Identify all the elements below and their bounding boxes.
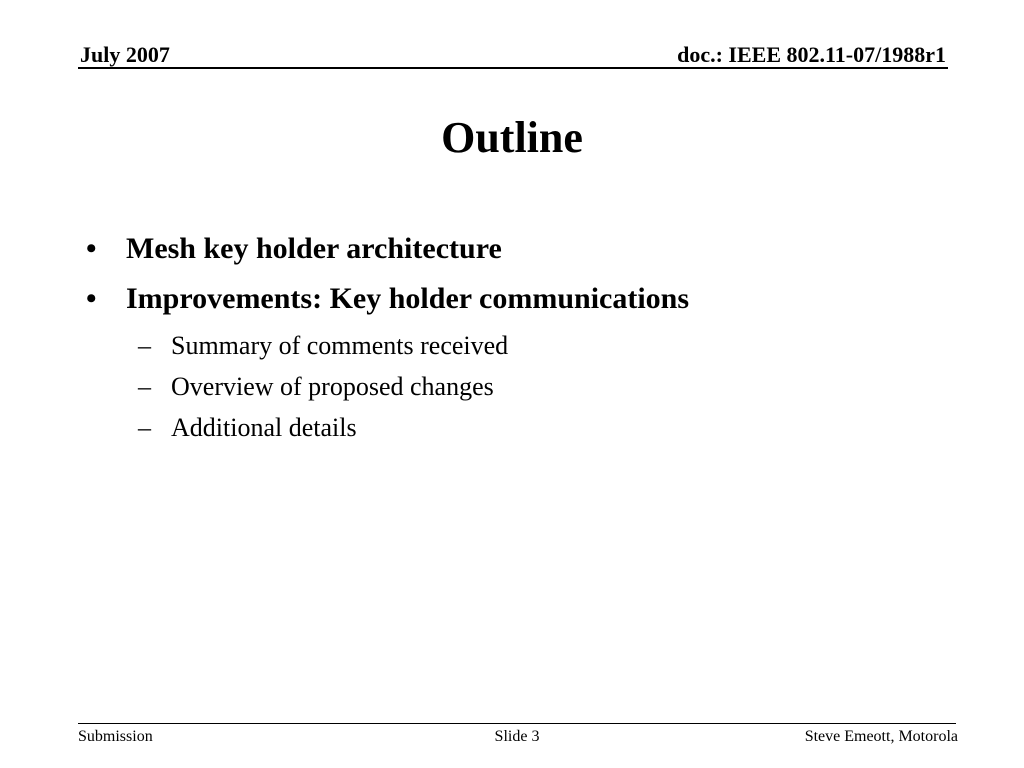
- footer-author: Steve Emeott, Motorola: [804, 728, 958, 745]
- header-divider: [78, 67, 948, 69]
- bullet-list: [86, 228, 946, 451]
- sub-bullet-text: Additional details: [171, 413, 357, 442]
- sub-bullet-item: [86, 369, 946, 410]
- sub-bullet-marker: –: [138, 413, 151, 442]
- bullet-marker: •: [86, 282, 97, 315]
- bullet-marker: •: [86, 232, 97, 265]
- slide-title: Outline: [441, 113, 583, 162]
- sub-bullet-marker: –: [138, 331, 151, 360]
- footer-submission: Submission: [78, 728, 153, 745]
- footer-divider: [78, 723, 956, 724]
- sub-bullet-item: [86, 328, 946, 369]
- bullet-text: Improvements: Key holder communications: [126, 282, 690, 315]
- header-date: July 2007: [80, 42, 170, 67]
- footer-slide-number: Slide 3: [494, 728, 540, 745]
- sub-bullet-marker: –: [138, 372, 151, 401]
- header-doc-id: doc.: IEEE 802.11-07/1988r1: [677, 42, 946, 67]
- sub-bullet-item: [86, 410, 946, 451]
- bullet-item: [86, 228, 946, 278]
- bullet-text: Mesh key holder architecture: [126, 232, 502, 265]
- bullet-item: [86, 278, 946, 328]
- sub-bullet-text: Overview of proposed changes: [171, 372, 494, 401]
- sub-bullet-text: Summary of comments received: [171, 331, 509, 360]
